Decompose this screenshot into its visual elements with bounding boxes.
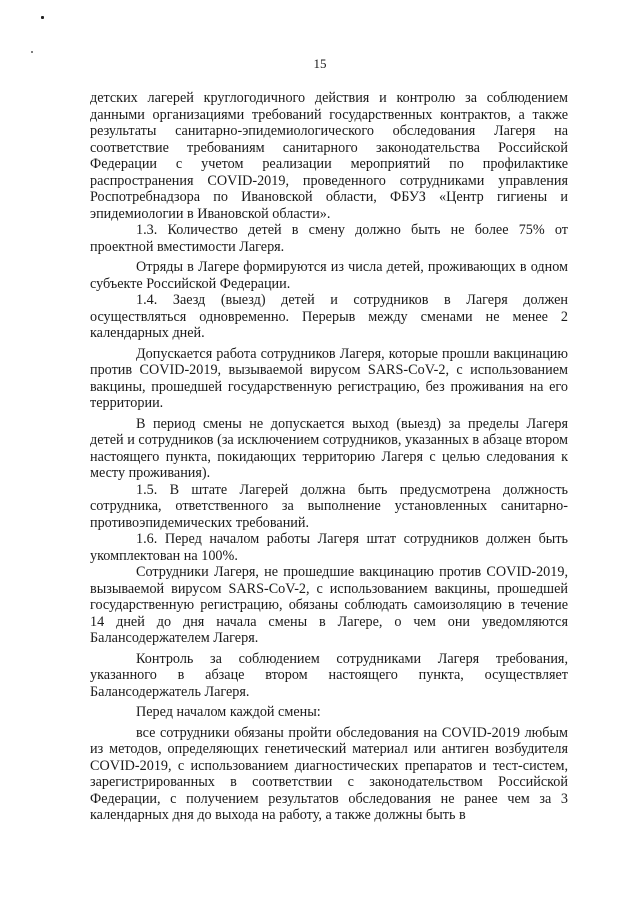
- scan-speck: [41, 16, 44, 19]
- paragraph-staff-vaccinated: Допускается работа сотрудников Лагеря, которые прошли вакцинацию против COVID-2019, вызываемой вирусом SARS-CoV-2, с использованием вакцины, прошедшей государственную регистрацию, без проживания на его территории.: [90, 345, 568, 411]
- paragraph-squads: Отряды в Лагере формируются из числа детей, проживающих в одном субъекте Российской Федерации.: [90, 259, 568, 292]
- paragraph-continuation: детских лагерей круглогодичного действия и контролю за соблюдением данными организациями требований государственных контрактов, а также результаты санитарно-эпидемиологического обследования Лагеря на соответствие требованиям санитарного законодательства Российской Федерации с учетом реализации мероприятий по профилактике распространения COVID-2019, проведенного сотрудниками управления Роспотребнадзора по Ивановской области, ФБУЗ «Центр гигиены и эпидемиологии в Ивановской области».: [90, 90, 568, 222]
- paragraph-self-isolation: Сотрудники Лагеря, не прошедшие вакцинацию против COVID-2019, вызываемой вирусом SARS-CoV-2, с использованием вакцины, прошедшей государственную регистрацию, обязаны соблюдать самоизоляцию в течение 14 дней до дня начала смены в Лагере, о чем они уведомляются Балансодержателем Лагеря.: [90, 564, 568, 646]
- paragraph-exit-restriction: В период смены не допускается выход (выезд) за пределы Лагеря детей и сотрудников (за исключением сотрудников, указанных в абзаце втором настоящего пункта, покидающих территорию Лагеря с целью следования к месту проживания).: [90, 415, 568, 481]
- scan-speck: [31, 51, 33, 53]
- paragraph-1-3: 1.3. Количество детей в смену должно быть не более 75% от проектной вместимости Лагеря.: [90, 222, 568, 255]
- paragraph-1-5: 1.5. В штате Лагерей должна быть предусмотрена должность сотрудника, ответственного за выполнение установленных санитарно-противоэпидемических требований.: [90, 481, 568, 531]
- paragraph-1-4: 1.4. Заезд (выезд) детей и сотрудников в Лагеря должен осуществляться одновременно. Перерыв между сменами не менее 2 календарных дней.: [90, 292, 568, 341]
- paragraph-1-6: 1.6. Перед началом работы Лагеря штат сотрудников должен быть укомплектован на 100%.: [90, 531, 568, 564]
- page-number: 15: [313, 56, 327, 71]
- document-body: [90, 90, 568, 824]
- paragraph-control: Контроль за соблюдением сотрудниками Лагеря требования, указанного в абзаце втором настоящего пункта, осуществляет Балансодержатель Лагеря.: [90, 650, 568, 700]
- paragraph-before-shift: Перед началом каждой смены:: [136, 704, 321, 720]
- paragraph-testing: все сотрудники обязаны пройти обследования на COVID-2019 любым из методов, определяющих генетический материал или антиген возбудителя COVID-2019, с использованием диагностических препаратов и тест-систем, зарегистрированных в соответствии с законодательством Российской Федерации, с получением результатов обследования не ранее чем за 3 календарных дня до выхода на работу, а также должны быть в: [90, 724, 568, 823]
